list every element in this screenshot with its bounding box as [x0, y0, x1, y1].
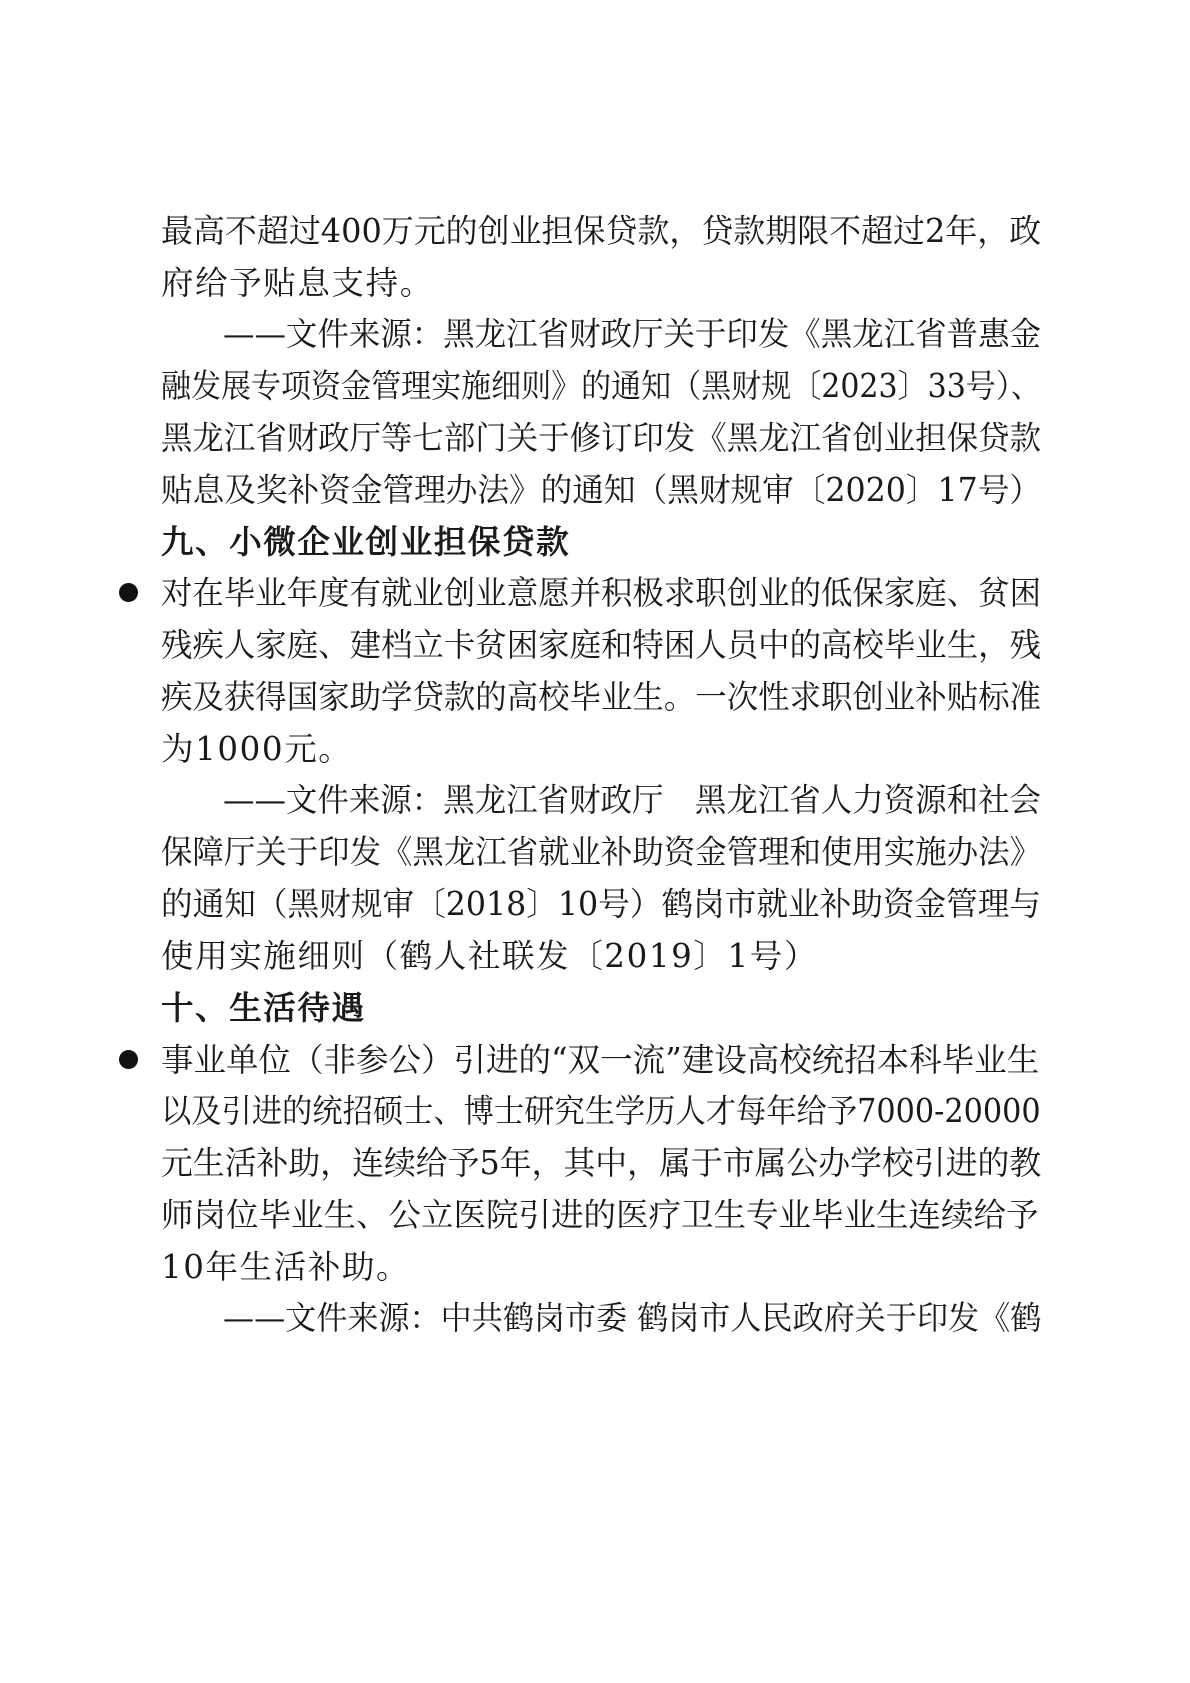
- bullet-paragraph-line: 对在毕业年度有就业创业意愿并积极求职创业的低保家庭、贫困: [161, 574, 1042, 612]
- source-citation-line: 融发展专项资金管理实施细则》的通知（黑财规〔2023〕33号）、: [161, 367, 1041, 405]
- source-citation-line: 黑龙江省财政厅等七部门关于修订印发《黑龙江省创业担保贷款: [161, 419, 1042, 457]
- section-heading-9: 九、小微企业创业担保贷款: [161, 523, 571, 561]
- source-citation-line: 保障厅关于印发《黑龙江省就业补助资金管理和使用实施办法》: [161, 833, 1042, 871]
- source-citation-line: ——文件来源：中共鹤岗市委 鹤岗市人民政府关于印发《鹤: [223, 1299, 1042, 1337]
- source-citation-line: 的通知（黑财规审〔2018〕10号）鹤岗市就业补助资金管理与: [161, 885, 1042, 923]
- bullet-paragraph-line: 10年生活补助。: [161, 1248, 411, 1286]
- bullet-paragraph-line: 为1000元。: [161, 730, 353, 768]
- bullet-paragraph-line: 元生活补助，连续给予5年，其中，属于市属公办学校引进的教: [161, 1144, 1042, 1182]
- bullet-paragraph-line: 残疾人家庭、建档立卡贫困家庭和特困人员中的高校毕业生，残: [161, 626, 1042, 664]
- bullet-paragraph-line: 事业单位（非参公）引进的“双一流”建设高校统招本科毕业生: [161, 1041, 1040, 1079]
- source-citation-line: 贴息及奖补资金管理办法》的通知（黑财规审〔2020〕17号）: [161, 471, 1042, 509]
- source-citation-line: ——文件来源：黑龙江省财政厅 黑龙江省人力资源和社会: [223, 781, 1042, 819]
- bullet-icon: [119, 1050, 138, 1069]
- bullet-paragraph-line: 以及引进的统招硕士、博士研究生学历人才每年给予7000-20000: [161, 1092, 1041, 1130]
- bullet-icon: [119, 583, 138, 602]
- bullet-paragraph-line: 疾及获得国家助学贷款的高校毕业生。一次性求职创业补贴标准: [161, 678, 1042, 716]
- paragraph-line: 府给予贴息支持。: [161, 264, 434, 302]
- source-citation-line: 使用实施细则（鹤人社联发〔2019〕1号）: [161, 937, 818, 975]
- section-heading-10: 十、生活待遇: [161, 989, 366, 1027]
- bullet-paragraph-line: 师岗位毕业生、公立医院引进的医疗卫生专业毕业生连续给予: [161, 1196, 1039, 1234]
- source-citation-line: ——文件来源：黑龙江省财政厅关于印发《黑龙江省普惠金: [223, 315, 1042, 353]
- paragraph-line: 最高不超过400万元的创业担保贷款，贷款期限不超过2年，政: [161, 212, 1042, 250]
